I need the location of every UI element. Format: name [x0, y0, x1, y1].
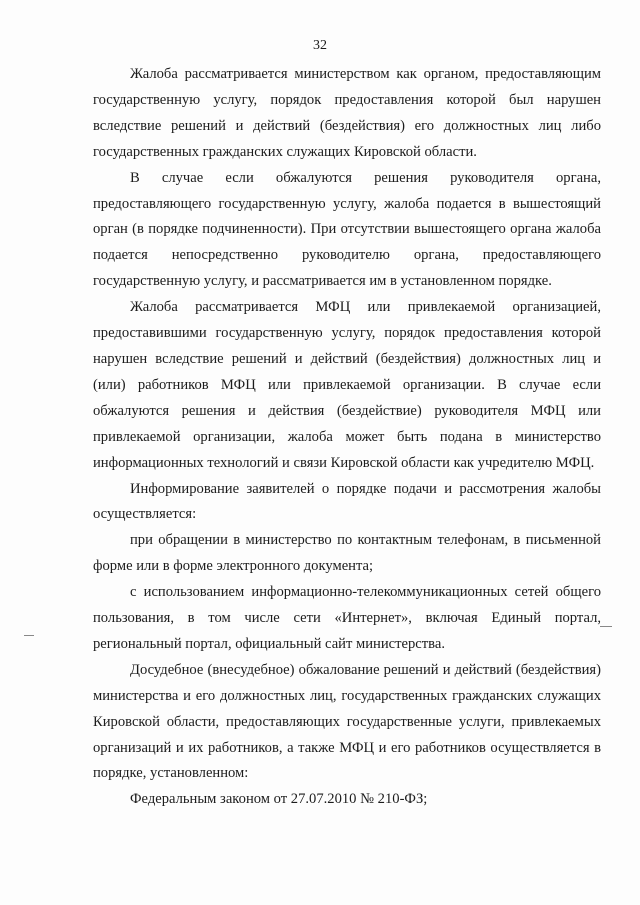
paragraph-5: при обращении в министерство по контактным телефонам, в письменной форме или в форме электронного документа; — [93, 532, 601, 575]
scan-mark-left — [24, 635, 34, 636]
paragraph-3: Жалоба рассматривается МФЦ или привлекаемой организацией, предоставившими государственную услугу, порядок предоставления которой нарушен вследствие решений и действий (бездействия) должностных лиц и (или) работников МФЦ или привлекаемой организации. В случае если обжалуются решения и действия (бездействие) руководителя МФЦ или привлекаемой организации, жалоба может быть подана в министерство информационных технологий и связи Кировской области как учредителю МФЦ. — [93, 299, 601, 471]
paragraph-6: с использованием информационно-телекоммуникационных сетей общего пользования, в том числе сети «Интернет», включая Единый портал, региональный портал, официальный сайт министерства. — [93, 584, 601, 652]
paragraph-1: Жалоба рассматривается министерством как органом, предоставляющим государственную услугу, порядок предоставления которой был нарушен вследствие решений и действий (бездействия) его должностных лиц либо государственных гражданских служащих Кировской области. — [93, 66, 601, 160]
paragraph-2: В случае если обжалуются решения руководителя органа, предоставляющего государственную услугу, жалоба подается в вышестоящий орган (в порядке подчиненности). При отсутствии вышестоящего органа жалоба подается непосредственно руководителю органа, предоставляющего государственную услугу, и рассматривается им в установленном порядке. — [93, 169, 601, 290]
paragraph-7: Досудебное (внесудебное) обжалование решений и действий (бездействия) министерства и его должностных лиц, государственных гражданских служащих Кировской области, предоставляющих государственные услуги, привлекаемых организаций и их работников, а также МФЦ и его работников осуществляется в порядке, установленном: — [93, 661, 601, 782]
paragraph-4: Информирование заявителей о порядке подачи и рассмотрения жалобы осуществляется: — [93, 480, 601, 523]
page-number: 32 — [313, 38, 327, 53]
document-body — [93, 62, 601, 813]
paragraph-8: Федеральным законом от 27.07.2010 № 210-ФЗ; — [130, 791, 428, 808]
scan-mark-right — [600, 626, 612, 627]
